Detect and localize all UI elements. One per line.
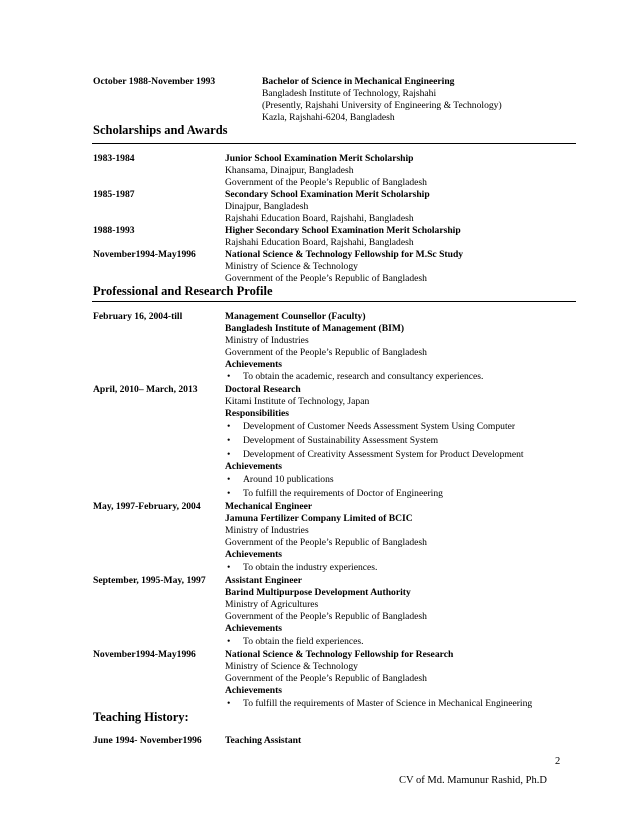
job-subheading: Achievements <box>225 359 283 370</box>
job-subheading: Achievements <box>225 549 283 560</box>
job-bullet: To obtain the academic, research and consultancy experiences. <box>243 371 484 382</box>
job-line: Ministry of Industries <box>225 335 309 346</box>
job-org: Jamuna Fertilizer Company Limited of BCIC <box>225 513 413 524</box>
job-line: Ministry of Science & Technology <box>225 661 358 672</box>
job-date: November1994-May1996 <box>93 649 196 660</box>
job-bullet: To obtain the field experiences. <box>243 636 364 647</box>
job-bullet: Around 10 publications <box>243 474 334 485</box>
job-line: Government of the People’s Republic of Bangladesh <box>225 673 427 684</box>
bullet-icon: • <box>227 474 231 485</box>
job-date: September, 1995-May, 1997 <box>93 575 206 586</box>
scholarship-date: 1983-1984 <box>93 153 135 164</box>
job-line: Government of the People’s Republic of Bangladesh <box>225 611 427 622</box>
teaching-title: Teaching Assistant <box>225 735 302 746</box>
scholarship-date: 1985-1987 <box>93 189 135 200</box>
job-date: May, 1997-February, 2004 <box>93 501 201 512</box>
job-title: Management Counsellor (Faculty) <box>225 311 366 322</box>
bullet-icon: • <box>227 449 231 460</box>
scholarship-title: National Science & Technology Fellowship for M.Sc Study <box>225 249 464 260</box>
education-date: October 1988-November 1993 <box>93 76 216 87</box>
bullet-icon: • <box>227 636 231 647</box>
bullet-icon: • <box>227 421 231 432</box>
job-subheading: Achievements <box>225 461 283 472</box>
job-title: National Science & Technology Fellowship for Research <box>225 649 454 660</box>
job-line: Kitami Institute of Technology, Japan <box>225 396 370 407</box>
job-bullet: Development of Creativity Assessment System for Product Development <box>243 449 524 460</box>
scholarship-title: Junior School Examination Merit Scholarship <box>225 153 414 164</box>
job-line: Government of the People’s Republic of Bangladesh <box>225 537 427 548</box>
scholarship-line: Dinajpur, Bangladesh <box>225 201 309 212</box>
footer-cv-name: CV of Md. Mamunur Rashid, Ph.D <box>399 775 547 786</box>
job-line: Government of the People’s Republic of Bangladesh <box>225 347 427 358</box>
job-org: Barind Multipurpose Development Authority <box>225 587 411 598</box>
job-bullet: To fulfill the requirements of Doctor of Engineering <box>243 488 443 499</box>
section-divider <box>92 143 576 144</box>
bullet-icon: • <box>227 488 231 499</box>
teaching-date: June 1994- November1996 <box>93 735 202 746</box>
education-line: Bangladesh Institute of Technology, Rajshahi <box>262 88 437 99</box>
education-line: (Presently, Rajshahi University of Engineering & Technology) <box>262 100 502 111</box>
scholarships-heading: Scholarships and Awards <box>93 123 228 137</box>
bullet-icon: • <box>227 435 231 446</box>
job-line: Ministry of Agricultures <box>225 599 319 610</box>
job-date: February 16, 2004-till <box>93 311 183 322</box>
education-degree: Bachelor of Science in Mechanical Engineering <box>262 76 455 87</box>
scholarship-title: Secondary School Examination Merit Scholarship <box>225 189 430 200</box>
section-divider <box>92 301 576 302</box>
bullet-icon: • <box>227 698 231 709</box>
scholarship-line: Rajshahi Education Board, Rajshahi, Bangladesh <box>225 237 414 248</box>
page-number: 2 <box>555 756 561 767</box>
teaching-heading: Teaching History: <box>93 710 189 724</box>
job-bullet: Development of Sustainability Assessment System <box>243 435 439 446</box>
job-subheading: Achievements <box>225 623 283 634</box>
education-line: Kazla, Rajshahi-6204, Bangladesh <box>262 112 395 123</box>
job-line: Ministry of Industries <box>225 525 309 536</box>
bullet-icon: • <box>227 371 231 382</box>
job-title: Assistant Engineer <box>225 575 303 586</box>
scholarship-line: Rajshahi Education Board, Rajshahi, Bangladesh <box>225 213 414 224</box>
job-bullet: Development of Customer Needs Assessment System Using Computer <box>243 421 516 432</box>
job-title: Mechanical Engineer <box>225 501 313 512</box>
job-bullet: To fulfill the requirements of Master of Science in Mechanical Engineering <box>243 698 533 709</box>
professional-heading: Professional and Research Profile <box>93 284 273 298</box>
job-bullet: To obtain the industry experiences. <box>243 562 378 573</box>
scholarship-date: 1988-1993 <box>93 225 135 236</box>
scholarship-line: Ministry of Science & Technology <box>225 261 358 272</box>
job-subheading: Achievements <box>225 685 283 696</box>
scholarship-date: November1994-May1996 <box>93 249 196 260</box>
job-org: Bangladesh Institute of Management (BIM) <box>225 323 405 334</box>
scholarship-line: Government of the People’s Republic of Bangladesh <box>225 177 427 188</box>
job-date: April, 2010– March, 2013 <box>93 384 198 395</box>
scholarship-line: Government of the People’s Republic of Bangladesh <box>225 273 427 284</box>
scholarship-line: Khansama, Dinajpur, Bangladesh <box>225 165 354 176</box>
bullet-icon: • <box>227 562 231 573</box>
job-title: Doctoral Research <box>225 384 301 395</box>
scholarship-title: Higher Secondary School Examination Merit Scholarship <box>225 225 461 236</box>
job-subheading: Responsibilities <box>225 408 289 419</box>
